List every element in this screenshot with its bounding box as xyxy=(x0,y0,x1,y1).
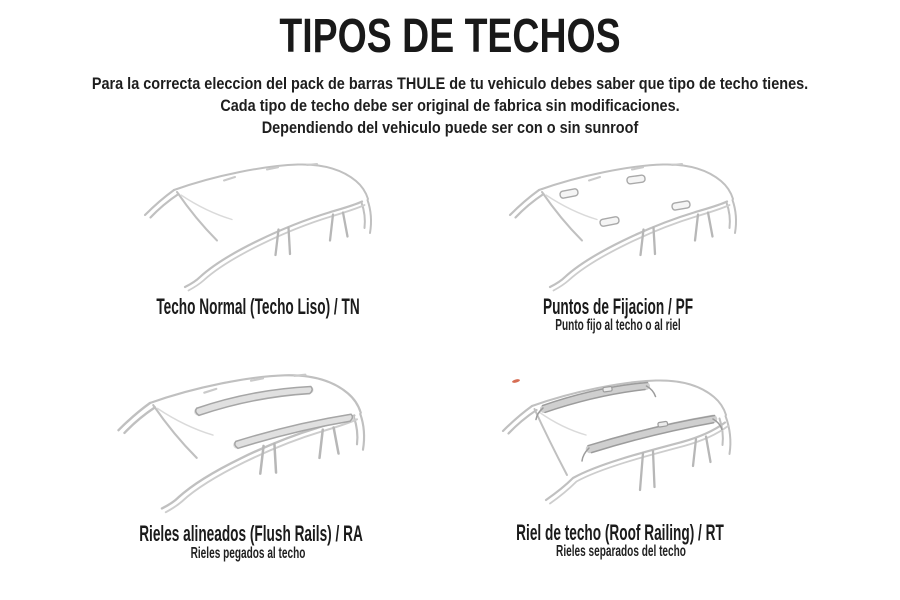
raised-rails-roof-illustration xyxy=(486,372,786,532)
red-artifact-mark xyxy=(512,378,521,383)
roof-type-label-rt: Riel de techo (Roof Railing) / RT xyxy=(516,520,724,545)
roof-type-label-tn: Techo Normal (Techo Liso) / TN xyxy=(156,294,360,319)
roof-type-sublabel-ra: Rieles pegados al techo xyxy=(190,545,306,562)
roof-type-card-ra xyxy=(100,366,426,540)
intro-line-3: Dependiendo del vehiculo puede ser con o sin sunroof xyxy=(261,118,639,137)
intro-line-1: Para la correcta eleccion del pack de barras THULE de tu vehiculo debes saber que tipo de techo tienes. xyxy=(91,74,809,93)
smooth-roof-illustration xyxy=(128,156,428,319)
flush-rails-roof-illustration xyxy=(100,366,426,540)
intro-line-2: Cada tipo de techo debe ser original de fabrica sin modificaciones. xyxy=(220,96,680,115)
roof-type-label-pf: Puntos de Fijacion / PF xyxy=(542,294,694,319)
roof-type-sublabel-pf: Punto fijo al techo o al riel xyxy=(555,317,681,334)
fixpoint-pads xyxy=(559,175,690,227)
flush-rails xyxy=(196,386,353,448)
roof-type-card-pf xyxy=(493,156,793,319)
roof-type-card-tn xyxy=(128,156,428,319)
fixpoint-roof-illustration xyxy=(493,156,793,319)
intro-text xyxy=(68,73,833,139)
roof-type-card-rt xyxy=(486,372,786,532)
page-title: TIPOS DE TECHOS xyxy=(279,10,621,63)
roof-type-sublabel-rt: Rieles separados del techo xyxy=(556,543,686,560)
roof-type-label-ra: Rieles alineados (Flush Rails) / RA xyxy=(139,521,363,546)
